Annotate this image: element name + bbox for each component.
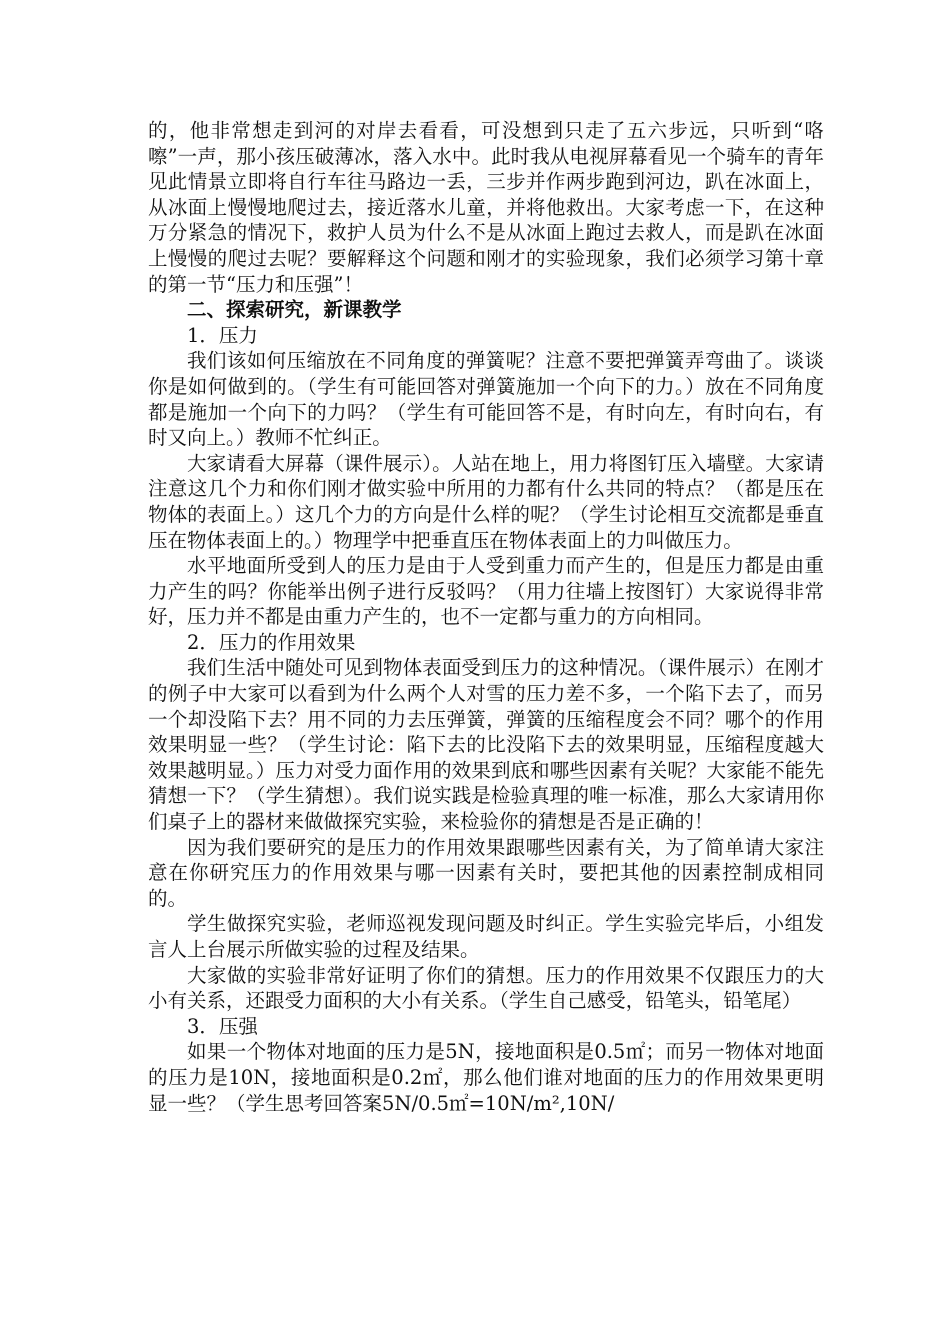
subsection-1-paragraph-2: 大家请看大屏幕（课件展示）。人站在地上，用力将图钉压入墙壁。大家请注意这几个力和你们刚才做实验中所用的力都有什么共同的特点？（都是压在物体的表面上。）这几个力的方向是什么样的呢？（学生讨论相互交流都是垂直压在物体表面上的。）物理学中把垂直压在物体表面上的力叫做压力。 — [148, 451, 824, 552]
subsection-3-paragraph-1: 如果一个物体对地面的压力是5N，接地面积是0.5㎡；而另一物体对地面的压力是10N，接地面积是0.2㎡，那么他们谁对地面的压力的作用效果更明显一些？（学生思考回答案5N/0.5㎡=10N/m²,10N/ — [148, 1040, 824, 1115]
subsection-2-paragraph-1: 我们生活中随处可见到物体表面受到压力的这种情况。（课件展示）在刚才的例子中大家可以看到为什么两个人对雪的压力差不多，一个陷下去了，而另一个却没陷下去？用不同的力去压弹簧，弹簧的压缩程度会不同？哪个的作用效果明显一些？（学生讨论：陷下去的比没陷下去的效果明显，压缩程度越大效果越明显。）压力对受力面作用的效果到底和哪些因素有关呢？大家能不能先猜想一下？（学生猜想）。我们说实践是检验真理的唯一标准，那么大家请用你们桌子上的器材来做做探究实验，来检验你的猜想是否是正确的！ — [148, 656, 824, 834]
intro-continuation-paragraph: 的，他非常想走到河的对岸去看看，可没想到只走了五六步远，只听到“咯嚓”一声，那小孩压破薄冰，落入水中。此时我从电视屏幕看见一个骑车的青年见此情景立即将自行车往马路边一丢，三步并作两步跑到河边，趴在冰面上，从冰面上慢慢地爬过去，接近落水儿童，并将他救出。大家考虑一下，在这种万分紧急的情况下，救护人员为什么不是从冰面上跑过去救人，而是趴在冰面上慢慢的爬过去呢？要解释这个问题和刚才的实验现象，我们必须学习第十章的第一节“压力和压强”！ — [148, 119, 824, 296]
subsection-2-title: 2．压力的作用效果 — [187, 630, 356, 654]
section-2-heading: 二、探索研究，新课教学 — [187, 298, 402, 322]
subsection-1-paragraph-3: 水平地面所受到人的压力是由于人受到重力而产生的，但是压力都是由重力产生的吗？你能举出例子进行反驳吗？（用力往墙上按图钉）大家说得非常好，压力并不都是由重力产生的，也不一定都与重力的方向相同。 — [148, 554, 824, 629]
subsection-1-paragraph-1: 我们该如何压缩放在不同角度的弹簧呢？注意不要把弹簧弄弯曲了。谈谈你是如何做到的。（学生有可能回答对弹簧施加一个向下的力。）放在不同角度都是施加一个向下的力吗？（学生有可能回答不是，有时向左，有时向右，有时又向上。）教师不忙纠正。 — [148, 349, 824, 450]
subsection-2-paragraph-4: 大家做的实验非常好证明了你们的猜想。压力的作用效果不仅跟压力的大小有关系，还跟受力面积的大小有关系。（学生自己感受，铅笔头，铅笔尾） — [148, 963, 824, 1013]
document-page — [148, 118, 824, 1116]
subsection-2-paragraph-2: 因为我们要研究的是压力的作用效果跟哪些因素有关，为了简单请大家注意在你研究压力的作用效果与哪一因素有关时，要把其他的因素控制成相同的。 — [148, 835, 824, 910]
subsection-3-title: 3．压强 — [187, 1014, 258, 1038]
subsection-1-title: 1．压力 — [187, 323, 258, 347]
subsection-2-paragraph-3: 学生做探究实验，老师巡视发现问题及时纠正。学生实验完毕后，小组发言人上台展示所做实验的过程及结果。 — [148, 912, 824, 961]
